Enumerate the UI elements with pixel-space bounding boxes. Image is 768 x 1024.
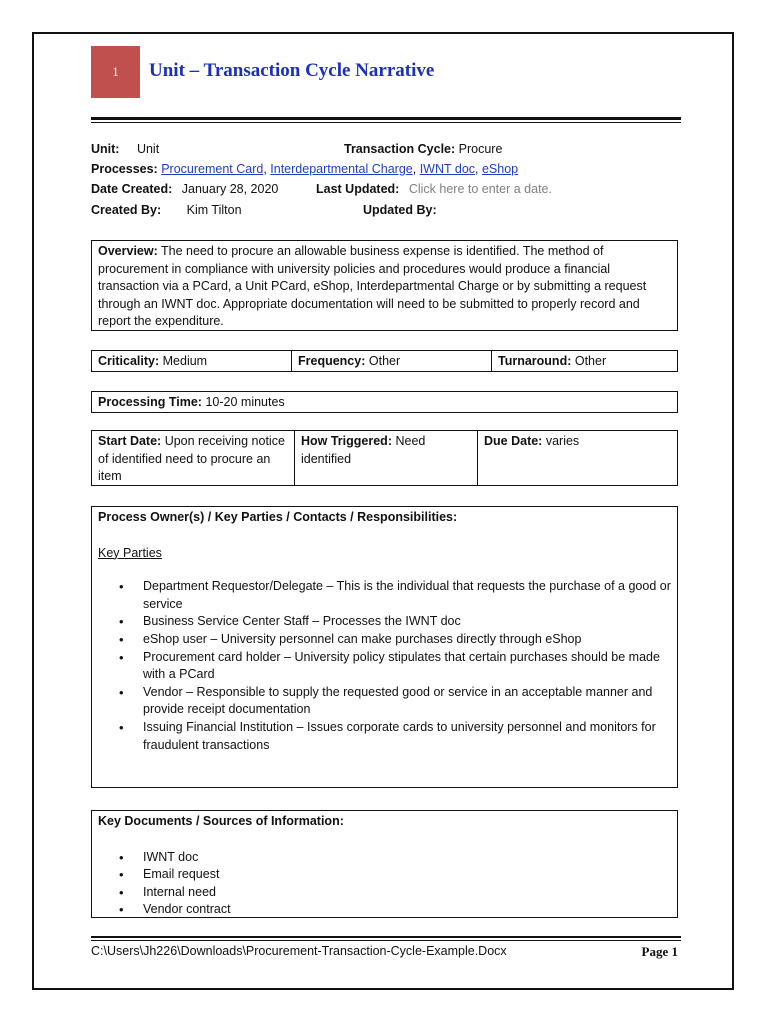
date-created-line [91, 182, 278, 196]
due-date-value: varies [545, 434, 580, 448]
list-item: • Department Requestor/Delegate – This is the individual that requests the purchase of a good or service [143, 578, 671, 613]
processes-label: Processes: [91, 162, 158, 176]
cycle-line [344, 142, 502, 156]
list-item: • IWNT doc [143, 849, 671, 867]
unit-line [91, 142, 159, 156]
how-triggered-cell [295, 431, 478, 485]
footer-rule-thick [91, 936, 681, 938]
list-item: • Email request [143, 866, 671, 884]
footer-page-number: Page 1 [641, 944, 678, 959]
unit-label: Unit: [91, 142, 120, 156]
list-item: • Issuing Financial Institution – Issues corporate cards to university personnel and monitors for fraudulent transactions [143, 719, 671, 754]
frequency-value: Other [368, 354, 401, 368]
processes-line: Processes: Procurement Card, Interdepartmental Charge, IWNT doc, eShop [91, 162, 519, 176]
start-date-label: Start Date: [98, 434, 162, 448]
frequency-cell [292, 351, 492, 371]
criticality-cell [92, 351, 292, 371]
document-title: Unit – Transaction Cycle Narrative [149, 60, 435, 81]
key-parties-list [98, 578, 671, 754]
list-item: • Procurement card holder – University policy stipulates that certain purchases should be made with a PCard [143, 649, 671, 684]
criticality-value: Medium [162, 354, 208, 368]
header-rule-thin [91, 122, 681, 123]
last-updated-date-field[interactable]: Click here to enter a date. [408, 182, 552, 196]
last-updated-label: Last Updated: [316, 182, 400, 196]
how-triggered-label: How Triggered: [301, 434, 392, 448]
metrics-row [91, 350, 678, 372]
owners-title: Process Owner(s) / Key Parties / Contacts / Responsibilities: [98, 510, 458, 524]
header-rule-thick [91, 117, 681, 120]
list-item: • Vendor contract [143, 901, 671, 919]
process-link-interdepartmental-charge[interactable]: Interdepartmental Charge [270, 162, 413, 176]
overview-label: Overview: [98, 244, 158, 258]
start-date-value: Upon receiving notice of identified need to procure an item [98, 434, 285, 484]
last-updated-line [316, 182, 552, 196]
process-link-eshop[interactable]: eShop [481, 162, 519, 176]
cycle-label: Transaction Cycle: [344, 142, 456, 156]
turnaround-cell [492, 351, 677, 371]
process-link-iwnt-doc[interactable]: IWNT doc [419, 162, 476, 176]
processing-time-label: Processing Time: [98, 395, 202, 409]
updated-by-line [363, 203, 437, 217]
unit-value: Unit [136, 142, 160, 156]
frequency-label: Frequency: [298, 354, 366, 368]
cycle-value: Procure [458, 142, 503, 156]
footer-rule-thin [91, 940, 681, 941]
how-triggered-value: Need identified [301, 434, 426, 466]
timing-row [91, 430, 678, 486]
created-by-line [91, 203, 242, 217]
start-date-cell [92, 431, 295, 485]
owners-box [91, 506, 678, 788]
process-link-procurement-card[interactable]: Procurement Card [161, 162, 264, 176]
documents-title: Key Documents / Sources of Information: [98, 814, 344, 828]
created-by-label: Created By: [91, 203, 162, 217]
overview-box [91, 240, 678, 331]
due-date-cell [478, 431, 677, 485]
list-item: • eShop user – University personnel can make purchases directly through eShop [143, 631, 671, 649]
header-number: 1 [112, 64, 119, 79]
key-parties-heading: Key Parties [98, 545, 162, 560]
turnaround-label: Turnaround: [498, 354, 572, 368]
processing-time-box [91, 391, 678, 413]
list-item: • Business Service Center Staff – Processes the IWNT doc [143, 613, 671, 631]
overview-text: The need to procure an allowable business expense is identified. The method of procurement in compliance with university policies and procedures would produce a financial transaction via a PCard, a Unit PCard, eShop, Interdepartmental Charge or by submitting a request through an IWNT doc. Appropriate documentation will need to be submitted to properly record and report the expenditure. [98, 244, 647, 329]
list-item: • Vendor – Responsible to supply the requested good or service in an acceptable manner and provide receipt documentation [143, 684, 671, 719]
header-number-box [91, 46, 140, 98]
documents-box [91, 810, 678, 918]
date-created-value: January 28, 2020 [181, 182, 279, 196]
list-item: • Internal need [143, 884, 671, 902]
processing-time-value: 10-20 minutes [205, 395, 285, 409]
documents-list [98, 849, 671, 919]
due-date-label: Due Date: [484, 434, 543, 448]
created-by-value: Kim Tilton [186, 203, 242, 217]
updated-by-label: Updated By: [363, 203, 437, 217]
date-created-label: Date Created: [91, 182, 173, 196]
turnaround-value: Other [574, 354, 607, 368]
footer-path: C:\Users\Jh226\Downloads\Procurement-Transaction-Cycle-Example.Docx [91, 944, 507, 958]
criticality-label: Criticality: [98, 354, 160, 368]
